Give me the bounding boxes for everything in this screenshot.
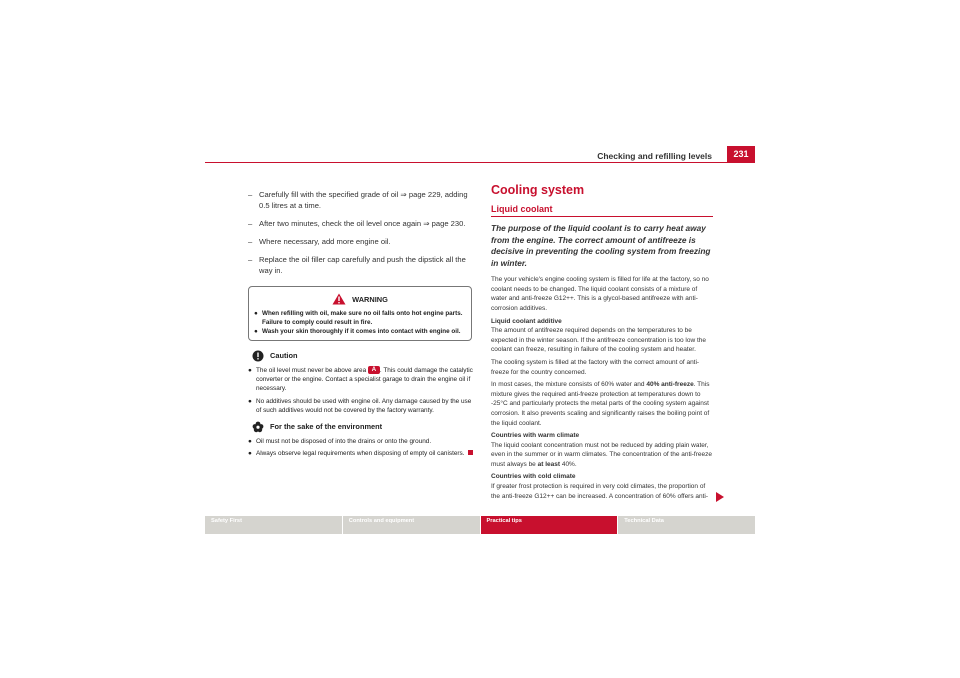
tab-practical-tips[interactable]: Practical tips — [481, 516, 618, 534]
tab-safety-first[interactable]: Safety First — [205, 516, 342, 534]
caution-section — [248, 350, 475, 415]
step-dash: – — [248, 237, 253, 246]
bullet: ● — [248, 397, 252, 405]
environment-flower-icon — [252, 421, 264, 433]
environment-header — [248, 421, 475, 433]
step-text: Replace the oil filler cap carefully and push the dipstick all the way in. — [259, 255, 466, 275]
body-paragraph — [491, 441, 713, 470]
step — [248, 218, 475, 229]
warning-item — [254, 327, 466, 336]
environment-text: Oil must not be disposed of into the drains or onto the ground. — [256, 438, 432, 446]
page-number: 231 — [727, 146, 755, 163]
step-dash: – — [248, 255, 253, 264]
text: 40%. — [561, 460, 577, 468]
warning-item — [254, 309, 466, 327]
bullet: ● — [254, 328, 258, 335]
step — [248, 254, 475, 276]
bold-text: 40% anti-freeze — [646, 381, 694, 389]
bullet: ● — [248, 438, 252, 446]
text: . This mixture gives the required anti-freeze protection at temperatures down to -25°C and particularly protects the metal parts of the cooling system against corrosion. It also prevents scaling and significantly raises the boiling point of the liquid coolant. — [491, 381, 710, 427]
step — [248, 236, 475, 247]
section-title: Cooling system — [491, 183, 585, 197]
tab-technical-data[interactable]: Technical Data — [618, 516, 755, 534]
left-column — [248, 189, 475, 461]
warning-text: When refilling with oil, make sure no oil falls onto hot engine parts. Failure to comply could result in fire. — [262, 310, 463, 326]
environment-text: Always observe legal requirements when disposing of empty oil canisters. — [256, 450, 465, 458]
tab-controls-and-equipment[interactable]: Controls and equipment — [343, 516, 480, 534]
bullet: ● — [254, 310, 258, 317]
text: In most cases, the mixture consists of 60% water and — [491, 381, 645, 389]
right-column — [491, 183, 713, 504]
lead-paragraph: The purpose of the liquid coolant is to carry heat away from the engine. The correct amount of antifreeze is decisive in preventing the cooling system from freezing in winter. — [491, 223, 711, 268]
step-text: After two minutes, check the oil level once again ⇒ page 230. — [259, 219, 466, 228]
warning-triangle-icon — [332, 293, 346, 305]
caution-header — [248, 350, 475, 362]
bold-text: at least — [537, 460, 561, 468]
step-dash: – — [248, 190, 253, 199]
body-paragraph: The amount of antifreeze required depends on the temperatures to be expected in the winter season. If the antifreeze concentration is too low the coolant can freeze, resulting in failure of the cooling system and heater. — [491, 327, 706, 354]
running-header-title: Checking and refilling levels — [597, 151, 712, 161]
subheading: Liquid coolant additive — [491, 317, 562, 325]
caution-text: No additives should be used with engine oil. Any damage caused by the use of such additives would not be covered by the factory warranty. — [256, 397, 472, 414]
bullet: ● — [248, 367, 252, 374]
warning-header — [254, 293, 466, 305]
caution-item — [248, 366, 475, 394]
caution-icon — [252, 350, 264, 362]
procedure-steps — [248, 189, 475, 276]
step — [248, 189, 475, 211]
body-paragraph: The cooling system is filled at the factory with the correct amount of anti-freeze for the country concerned. — [491, 358, 700, 376]
body-paragraph: The your vehicle's engine cooling system is filled for life at the factory, so no coolant needs to be changed. The liquid coolant consists of a mixture of water and anti-freeze G12++. This is a glycol-based antifreeze with anti-corrosion additives. — [491, 276, 709, 312]
header-rule — [205, 162, 727, 163]
caution-title: Caution — [270, 351, 298, 361]
environment-item — [248, 449, 475, 458]
subsection-title: Liquid coolant — [491, 205, 713, 218]
subheading: Countries with cold climate — [491, 473, 576, 481]
environment-section — [248, 421, 475, 458]
text: The liquid coolant concentration must not be reduced by adding plain water, even in the summer or in warm climates. The concentration of the anti-freeze must always be — [491, 441, 712, 468]
continue-arrow-icon — [716, 492, 724, 502]
bullet: ● — [248, 450, 252, 458]
warning-box — [248, 286, 472, 341]
caution-text-pre: The oil level must never be above area — [256, 367, 367, 374]
environment-item — [248, 437, 475, 446]
environment-title: For the sake of the environment — [270, 422, 383, 432]
warning-title: WARNING — [352, 294, 388, 304]
footer-nav — [205, 516, 755, 534]
body-paragraph — [491, 380, 713, 428]
warning-text: Wash your skin thoroughly if it comes into contact with engine oil. — [262, 328, 461, 335]
caution-text-post: . This could damage the catalytic converter or the engine. Contact a specialist garage to drain the engine oil if necessary. — [256, 367, 473, 393]
step-dash: – — [248, 219, 253, 228]
subheading: Countries with warm climate — [491, 432, 580, 440]
step-text: Where necessary, add more engine oil. — [259, 237, 391, 246]
body-paragraph: If greater frost protection is required in very cold climates, the proportion of the anti-freeze G12++ can be increased. A concentration of 60% offers anti- — [491, 483, 709, 500]
caution-item — [248, 397, 475, 415]
area-marker: A — [368, 366, 380, 374]
section-end-marker — [468, 450, 473, 455]
step-text: Carefully fill with the specified grade of oil ⇒ page 229, adding 0.5 litres at a time. — [259, 190, 468, 210]
